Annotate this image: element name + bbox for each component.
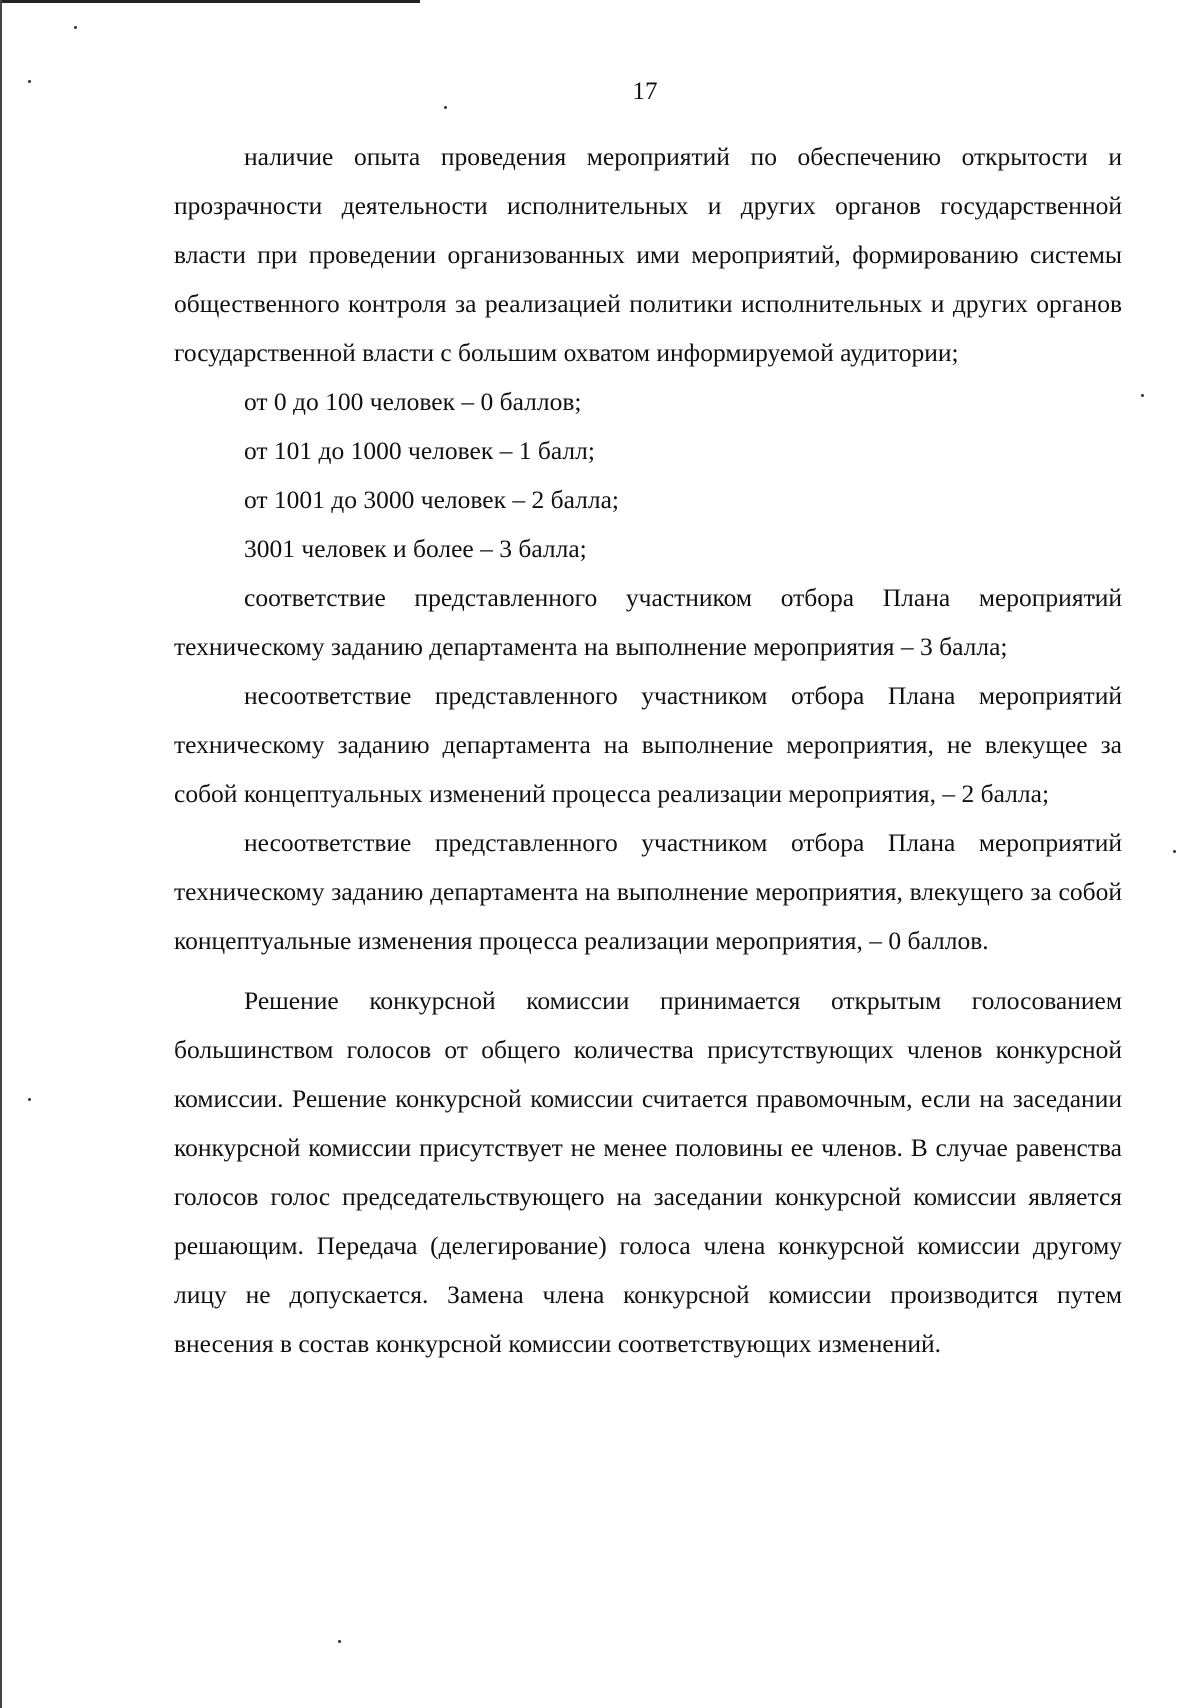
paragraph-plan-major-noncompliance: несоответствие представленного участником отбора Плана мероприятий техническому заданию департамента на выполнение мероприятия, влекущего за собой концептуальные изменения процесса реализации мероприятия, – 0 баллов.	[174, 828, 1122, 955]
paragraph-score-range-4: 3001 человек и более – 3 балла;	[244, 534, 587, 563]
scan-speck	[28, 1098, 31, 1101]
scan-speck	[444, 106, 447, 109]
scan-speck	[74, 26, 77, 29]
paragraph-plan-compliance: соответствие представленного участником отбора Плана мероприятий техническому заданию департамента на выполнение мероприятия – 3 балла;	[174, 583, 1122, 661]
scan-speck	[1141, 394, 1144, 397]
scan-speck	[338, 1640, 341, 1643]
paragraph-score-range-3: от 1001 до 3000 человек – 2 балла;	[244, 485, 619, 514]
paragraph-score-range-1: от 0 до 100 человек – 0 баллов;	[244, 387, 582, 416]
page-number: 17	[632, 78, 658, 105]
paragraph-plan-minor-noncompliance: несоответствие представленного участником отбора Плана мероприятий техническому заданию департамента на выполнение мероприятия, не влекущее за собой концептуальных изменений процесса реализации мероприятия, – 2 балла;	[174, 681, 1122, 808]
paragraph-score-range-2: от 101 до 1000 человек – 1 балл;	[244, 436, 595, 465]
scan-edge-left	[0, 0, 2, 1708]
document-body	[174, 132, 1122, 1368]
scan-speck	[1173, 850, 1176, 853]
paragraph-criterion-experience: наличие опыта проведения мероприятий по обеспечению открытости и прозрачности деятельности исполнительных и других органов государственной власти при проведении организованных ими мероприятий, формированию системы общественного контроля за реализацией политики исполнительных и других органов государственной власти с большим охватом информируемой аудитории;	[174, 142, 1122, 367]
paragraph-commission-decision: Решение конкурсной комиссии принимается открытым голосованием большинством голосов от общего количества присутствующих членов конкурсной комиссии. Решение конкурсной комиссии считается правомочным, если на заседании конкурсной комиссии присутствует не менее половины ее членов. В случае равенства голосов голос председательствующего на заседании конкурсной комиссии является решающим. Передача (делегирование) голоса члена конкурсной комиссии другому лицу не допускается. Замена члена конкурсной комиссии производится путем внесения в состав конкурсной комиссии соответствующих изменений.	[174, 986, 1122, 1358]
scan-edge-top	[0, 0, 420, 3]
